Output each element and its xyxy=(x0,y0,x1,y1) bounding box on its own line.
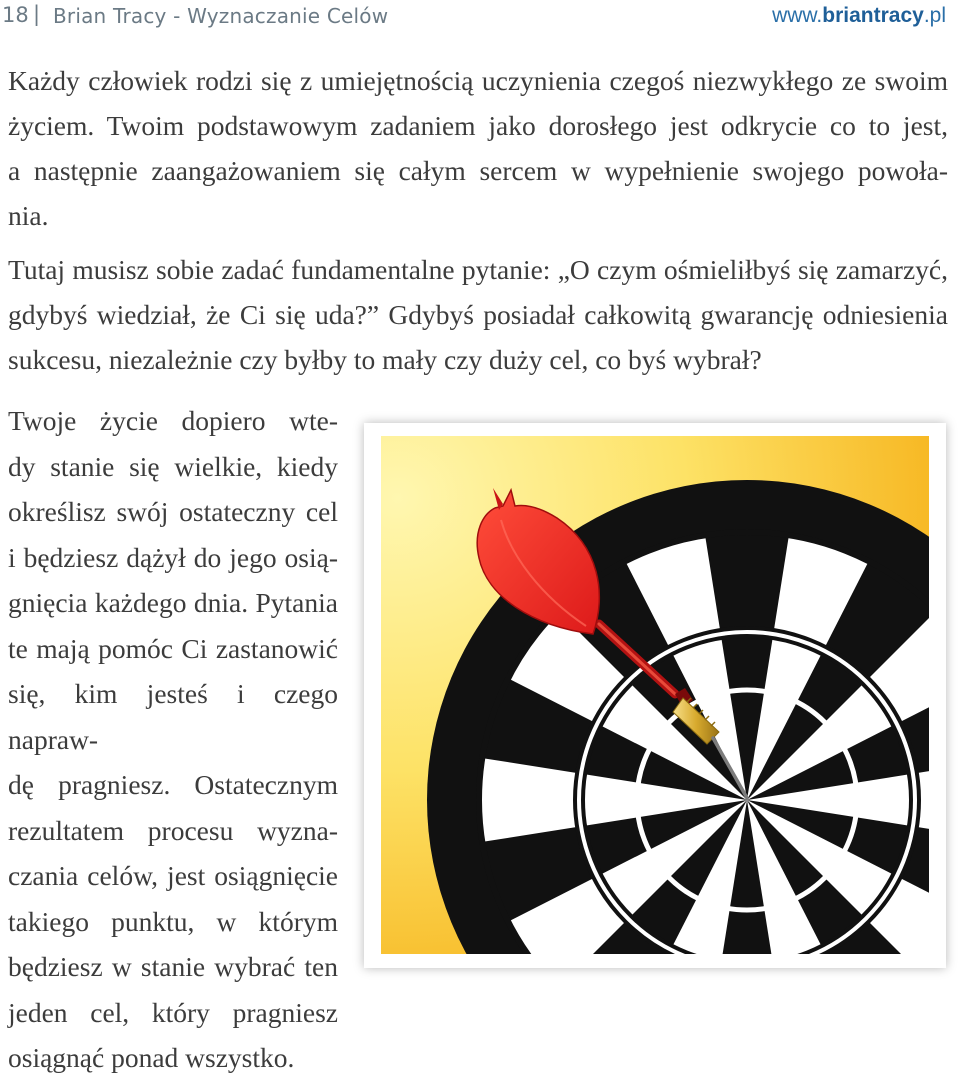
text-line: będziesz w stanie wybrać ten xyxy=(8,951,338,982)
text-line: się, kim jesteś i czego napraw- xyxy=(8,678,338,755)
dart-in-dartboard-icon xyxy=(381,436,929,954)
text-line: sukcesu, niezależnie czy byłby to mały czy duży cel, co byś wybrał? xyxy=(8,344,762,375)
text-line: życiem. Twoim podstawowym zadaniem jako dorosłego jest odkrycie co to jest, xyxy=(8,110,948,141)
page-number: 18 xyxy=(2,3,29,27)
dartboard-illustration xyxy=(364,423,946,968)
text-line: takiego punktu, w którym xyxy=(8,905,338,937)
text-line: Twoje życie dopiero wte- xyxy=(8,405,338,436)
text-line: rezultatem procesu wyzna- xyxy=(8,814,338,846)
text-line: jeden cel, który pragniesz xyxy=(8,996,338,1028)
website-bold: briantracy xyxy=(822,4,924,27)
text-line: Tutaj musisz sobie zadać fundamentalne pytanie: „O czym ośmieliłbyś się zamarzyć, xyxy=(8,254,948,285)
page-header xyxy=(0,0,960,34)
text-line: określisz swój ostateczny cel xyxy=(8,496,338,527)
header-separator: | xyxy=(33,2,41,26)
running-title: Brian Tracy - Wyznaczanie Celów xyxy=(53,4,389,28)
text-line: i będziesz dążył do jego osią- xyxy=(8,541,338,573)
text-line: gdybyś wiedział, że Ci się uda?” Gdybyś posiadał całkowitą gwarancję odniesienia xyxy=(8,299,948,330)
text-line: nia. xyxy=(8,200,49,231)
paragraph-goal xyxy=(8,398,338,1081)
website-suffix: .pl xyxy=(923,4,946,27)
text-line: czania celów, jest osiągnięcie xyxy=(8,860,338,891)
text-line: dę pragniesz. Ostatecznym xyxy=(8,769,338,800)
website-prefix: www. xyxy=(772,4,823,27)
text-line: a następnie zaangażowaniem się całym sercem w wypełnienie swojego powoła- xyxy=(8,155,948,186)
text-line: Każdy człowiek rodzi się z umiejętnością uczynienia czegoś niezwykłego ze swoim xyxy=(8,65,948,96)
text-line: dy stanie się wielkie, kiedy xyxy=(8,450,338,482)
website-link[interactable] xyxy=(772,4,946,28)
paragraph-question xyxy=(8,247,948,382)
paragraph-intro xyxy=(8,58,948,238)
text-line: te mają pomóc Ci zastanowić xyxy=(8,632,338,664)
text-line: osiągnąć ponad wszystko. xyxy=(8,1042,295,1073)
text-line: gnięcia każdego dnia. Pytania xyxy=(8,587,338,618)
